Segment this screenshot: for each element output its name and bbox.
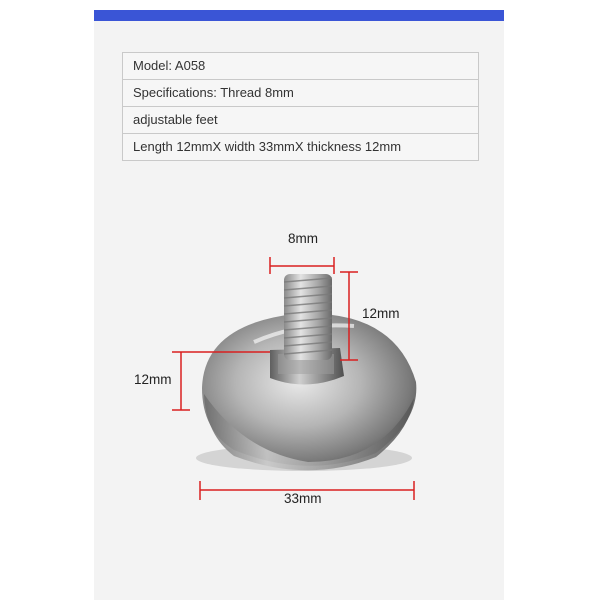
product-panel — [94, 10, 504, 600]
base-width-label: 33mm — [284, 491, 322, 506]
thread-height-label: 12mm — [362, 306, 400, 321]
spec-row-thread: Specifications: Thread 8mm — [123, 80, 478, 107]
thread-width-label: 8mm — [288, 231, 318, 246]
spec-row-size: Length 12mmX width 33mmX thickness 12mm — [133, 139, 402, 154]
threaded-stud — [284, 274, 332, 360]
adjustable-foot-image — [94, 10, 504, 600]
spec-row-type: adjustable feet — [123, 107, 478, 134]
spec-row-model: Model: A058 — [123, 53, 478, 80]
base-height-label: 12mm — [134, 372, 172, 387]
